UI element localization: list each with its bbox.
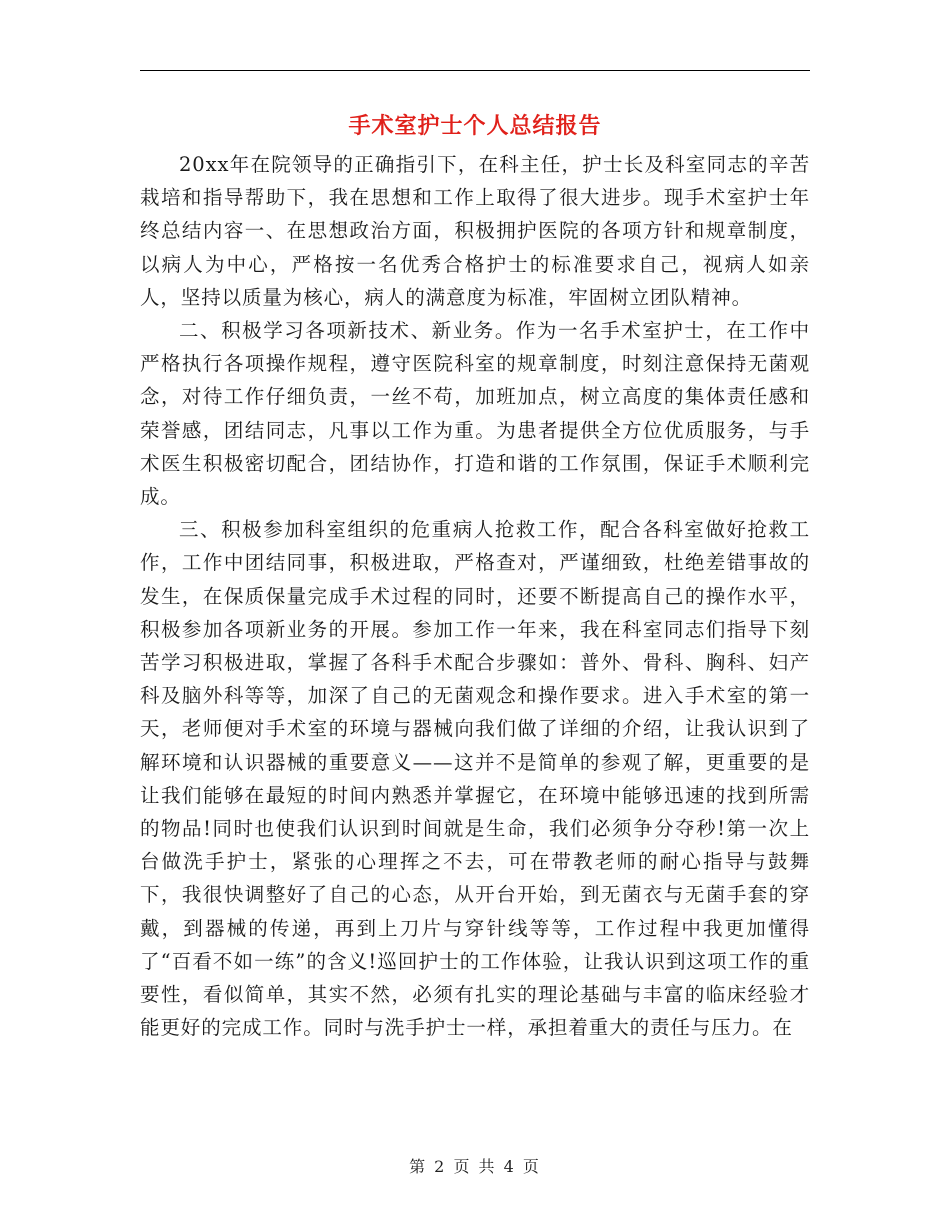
document-title: 手术室护士个人总结报告 <box>348 113 602 139</box>
paragraph-2: 二、积极学习各项新技术、新业务。作为一名手术室护士，在工作中严格执行各项操作规程，遵守医院科室的规章制度，时刻注意保持无菌观念，对待工作仔细负责，一丝不苟，加班加点，树立高度的集体责任感和荣誉感，团结同志，凡事以工作为重。为患者提供全方位优质服务，与手术医生积极密切配合，团结协作，打造和谐的工作氛围，保证手术顺利完成。 <box>140 319 810 509</box>
paragraph-3: 三、积极参加科室组织的危重病人抢救工作，配合各科室做好抢救工作，工作中团结同事，积极进取，严格查对，严谨细致，杜绝差错事故的发生，在保质保量完成手术过程的同时，还要不断提高自己的操作水平，积极参加各项新业务的开展。参加工作一年来，我在科室同志们指导下刻苦学习积极进取，掌握了各科手术配合步骤如：普外、骨科、胸科、妇产科及脑外科等等，加深了自己的无菌观念和操作要求。进入手术室的第一天，老师便对手术室的环境与器械向我们做了详细的介绍，让我认识到了解环境和认识器械的重要意义——这并不是简单的参观了解，更重要的是让我们能够在最短的时间内熟悉并掌握它，在环境中能够迅速的找到所需的物品!同时也使我们认识到时间就是生命，我们必须争分夺秒!第一次上台做洗手护士，紧张的心理挥之不去，可在带教老师的耐心指导与鼓舞下，我很快调整好了自己的心态，从开台开始，到无菌衣与无菌手套的穿戴，到器械的传递，再到上刀片与穿针线等等，工作过程中我更加懂得了“百看不如一练”的含义!巡回护士的工作体验，让我认识到这项工作的重要性，看似简单，其实不然，必须有扎实的理论基础与丰富的临床经验才能更好的完成工作。同时与洗手护士一样，承担着重大的责任与压力。在 <box>140 518 810 1040</box>
header-rule <box>140 70 810 71</box>
page-number: 第 2 页 共 4 页 <box>409 1157 541 1176</box>
document-body <box>140 148 810 1044</box>
paragraph-1: 20xx年在院领导的正确指引下，在科主任，护士长及科室同志的辛苦栽培和指导帮助下，我在思想和工作上取得了很大进步。现手术室护士年终总结内容一、在思想政治方面，积极拥护医院的各项方针和规章制度，以病人为中心，严格按一名优秀合格护士的标准要求自己，视病人如亲人，坚持以质量为核心，病人的满意度为标准，牢固树立团队精神。 <box>140 153 810 309</box>
